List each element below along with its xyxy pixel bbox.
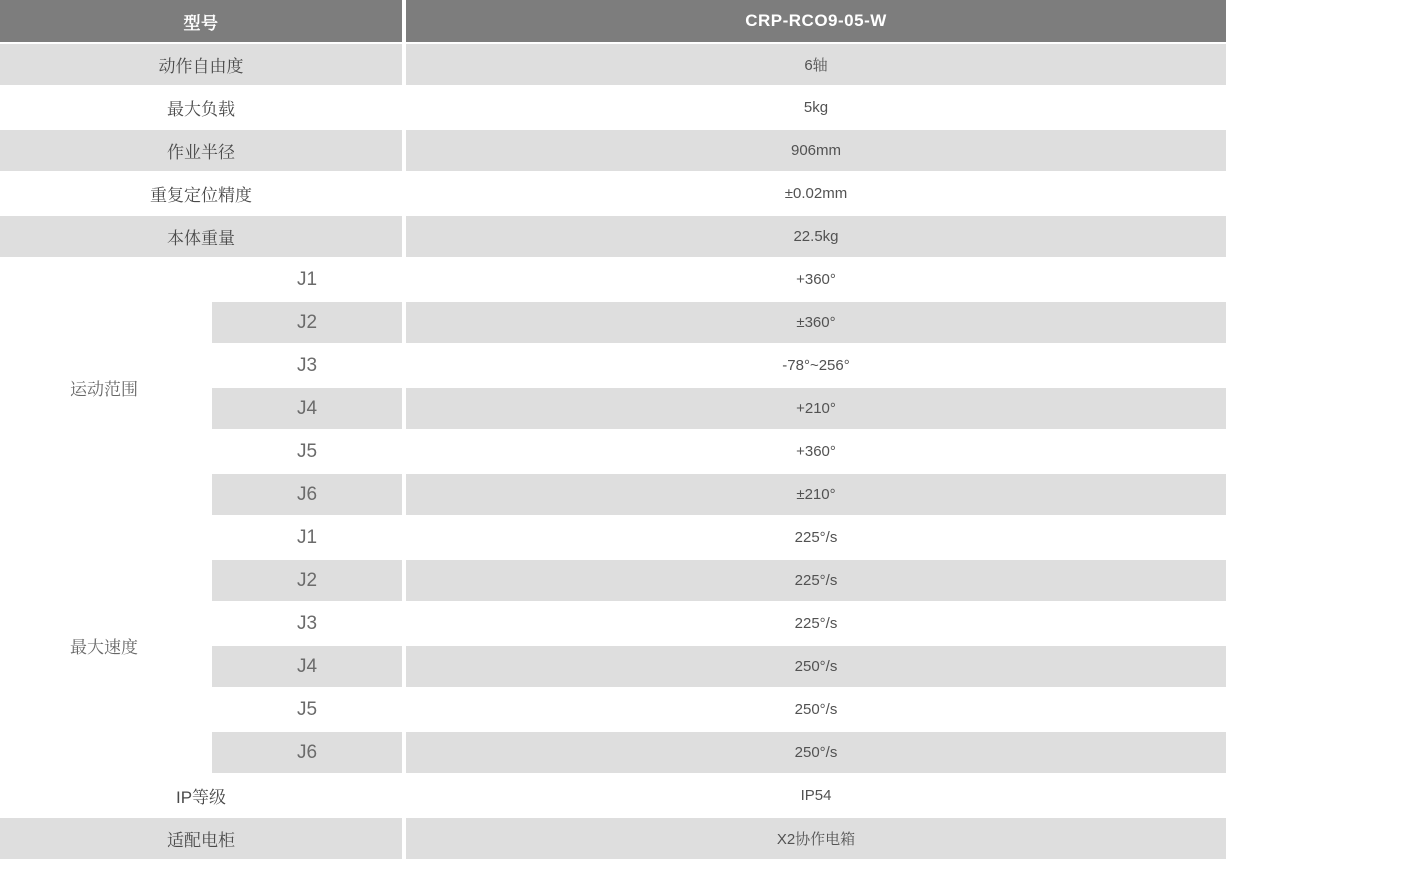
group-label-max-speed: 最大速度	[0, 517, 208, 773]
spec-value: 250°/s	[406, 689, 1226, 730]
spec-value: 5kg	[406, 87, 1226, 128]
spec-value: 225°/s	[406, 603, 1226, 644]
model-header-label: 型号	[0, 0, 402, 42]
joint-label: J2	[212, 302, 402, 343]
row-control-cabinet	[0, 818, 1226, 859]
row-body-weight	[0, 216, 1226, 257]
spec-value: -78°~256°	[406, 345, 1226, 386]
spec-value: 906mm	[406, 130, 1226, 171]
joint-label: J1	[212, 259, 402, 300]
spec-value: 22.5kg	[406, 216, 1226, 257]
spec-value: ±360°	[406, 302, 1226, 343]
row-max-payload	[0, 87, 1226, 128]
row-max-speed-j1	[0, 517, 1226, 558]
spec-value: 225°/s	[406, 517, 1226, 558]
spec-value: +210°	[406, 388, 1226, 429]
spec-label: 适配电柜	[0, 818, 402, 859]
spec-label: 动作自由度	[0, 44, 402, 85]
joint-label: J6	[212, 474, 402, 515]
joint-label: J6	[212, 732, 402, 773]
row-repeatability	[0, 173, 1226, 214]
spec-value: ±0.02mm	[406, 173, 1226, 214]
spec-value: X2协作电箱	[406, 818, 1226, 859]
spec-value: 250°/s	[406, 732, 1226, 773]
row-motion-range-j1	[0, 259, 1226, 300]
joint-label: J5	[212, 431, 402, 472]
model-header-value: CRP-RCO9-05-W	[406, 0, 1226, 42]
spec-label: 本体重量	[0, 216, 402, 257]
spec-value: +360°	[406, 259, 1226, 300]
spec-value: 225°/s	[406, 560, 1226, 601]
group-label-motion-range: 运动范围	[0, 259, 208, 515]
spec-value: 6轴	[406, 44, 1226, 85]
spec-label: IP等级	[0, 775, 402, 816]
table-header-row	[0, 0, 1226, 42]
joint-label: J4	[212, 388, 402, 429]
joint-label: J4	[212, 646, 402, 687]
joint-label: J1	[212, 517, 402, 558]
spec-value: 250°/s	[406, 646, 1226, 687]
row-degrees-of-freedom	[0, 44, 1226, 85]
joint-label: J2	[212, 560, 402, 601]
spec-label: 最大负载	[0, 87, 402, 128]
joint-label: J3	[212, 345, 402, 386]
spec-value: +360°	[406, 431, 1226, 472]
spec-label: 重复定位精度	[0, 173, 402, 214]
row-ip-rating	[0, 775, 1226, 816]
spec-value: IP54	[406, 775, 1226, 816]
spec-value: ±210°	[406, 474, 1226, 515]
joint-label: J5	[212, 689, 402, 730]
joint-label: J3	[212, 603, 402, 644]
row-working-radius	[0, 130, 1226, 171]
spec-label: 作业半径	[0, 130, 402, 171]
